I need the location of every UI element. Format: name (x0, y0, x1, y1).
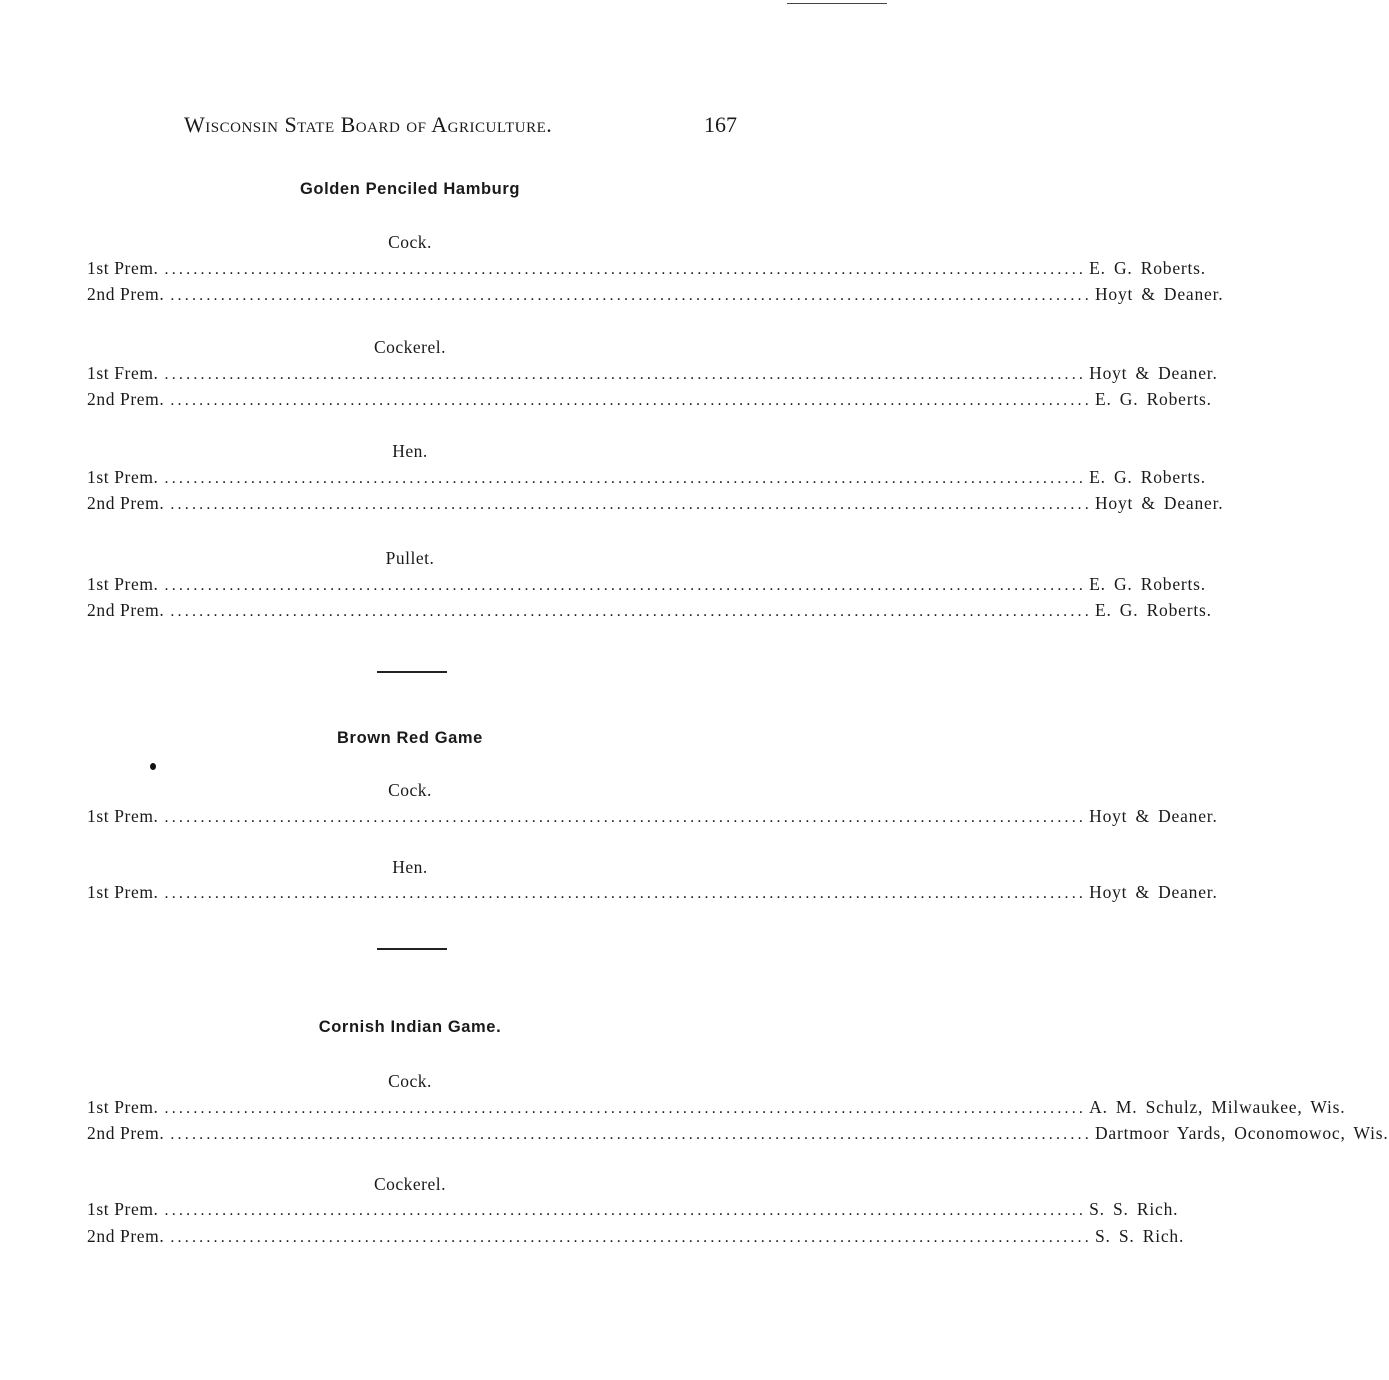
premium-entry (87, 600, 1212, 624)
class-label-cock: Cock. (388, 780, 432, 800)
leader-dots: ................................................................................................................................ (164, 577, 1087, 594)
premium-place: 1st Frem. (87, 363, 159, 383)
premium-place: 2nd Prem. (87, 389, 165, 409)
premium-winner: Hoyt & Deaner. (1094, 493, 1224, 513)
class-label-hen: Hen. (392, 441, 428, 461)
premium-entry (87, 493, 1224, 517)
leader-dots: ................................................................................................................................ (164, 1202, 1087, 1219)
premium-place: 2nd Prem. (87, 1226, 165, 1246)
premium-entry (87, 1226, 1185, 1250)
class-label-cock: Cock. (388, 232, 432, 252)
premium-entry (87, 806, 1218, 830)
premium-winner: E. G. Roberts. (1089, 467, 1206, 487)
premium-entry (87, 258, 1206, 282)
premium-winner: S. S. Rich. (1094, 1226, 1185, 1246)
leader-dots: ................................................................................................................................ (170, 1126, 1092, 1143)
premium-place: 2nd Prem. (87, 493, 165, 513)
leader-dots: ................................................................................................................................ (170, 496, 1092, 513)
premium-place: 1st Prem. (87, 574, 159, 594)
leader-dots: ................................................................................................................................ (164, 366, 1087, 383)
section-title-golden-penciled-hamburg: Golden Penciled Hamburg (299, 180, 521, 198)
premium-entry (87, 363, 1218, 387)
section-title-cornish-indian-game: Cornish Indian Game. (318, 1018, 502, 1036)
top-edge-rule (787, 3, 887, 4)
class-label-pullet: Pullet. (385, 548, 435, 568)
premium-entry (87, 467, 1206, 491)
leader-dots: ................................................................................................................................ (170, 603, 1092, 620)
premium-entry (87, 1097, 1346, 1121)
premium-place: 2nd Prem. (87, 284, 165, 304)
running-title: Wisconsin State Board of Agriculture. (184, 112, 553, 137)
leader-dots: ................................................................................................................................ (170, 287, 1092, 304)
leader-dots: ................................................................................................................................ (164, 261, 1087, 278)
ink-speck (150, 763, 156, 770)
premium-entry (87, 882, 1218, 906)
premium-place: 1st Prem. (87, 1097, 159, 1117)
premium-entry (87, 389, 1212, 413)
premium-place: 1st Prem. (87, 806, 159, 826)
leader-dots: ................................................................................................................................ (170, 1229, 1092, 1246)
premium-place: 1st Prem. (87, 258, 159, 278)
premium-winner: A. M. Schulz, Milwaukee, Wis. (1089, 1097, 1346, 1117)
section-divider (377, 671, 447, 673)
premium-winner: Hoyt & Deaner. (1089, 363, 1218, 383)
premium-place: 1st Prem. (87, 882, 159, 902)
section-divider (377, 948, 447, 950)
premium-winner: Hoyt & Deaner. (1094, 284, 1224, 304)
premium-place: 1st Prem. (87, 467, 159, 487)
premium-winner: S. S. Rich. (1089, 1199, 1179, 1219)
premium-winner: E. G. Roberts. (1089, 574, 1206, 594)
premium-entry (87, 574, 1206, 598)
premium-entry (87, 1123, 1389, 1147)
premium-place: 2nd Prem. (87, 600, 165, 620)
premium-winner: E. G. Roberts. (1089, 258, 1206, 278)
leader-dots: ................................................................................................................................ (164, 1100, 1087, 1117)
premium-place: 1st Prem. (87, 1199, 159, 1219)
leader-dots: ................................................................................................................................ (164, 470, 1087, 487)
premium-entry (87, 284, 1224, 308)
leader-dots: ................................................................................................................................ (170, 392, 1092, 409)
premium-place: 2nd Prem. (87, 1123, 165, 1143)
premium-entry (87, 1199, 1179, 1223)
premium-winner: E. G. Roberts. (1094, 600, 1212, 620)
page-header (0, 112, 887, 142)
premium-winner: Hoyt & Deaner. (1089, 882, 1218, 902)
premium-winner: E. G. Roberts. (1094, 389, 1212, 409)
section-title-brown-red-game: Brown Red Game (337, 729, 483, 747)
leader-dots: ................................................................................................................................ (164, 885, 1087, 902)
premium-winner: Dartmoor Yards, Oconomowoc, Wis. (1094, 1123, 1389, 1143)
leader-dots: ................................................................................................................................ (164, 809, 1087, 826)
class-label-cockerel: Cockerel. (373, 337, 447, 357)
premium-winner: Hoyt & Deaner. (1089, 806, 1218, 826)
class-label-hen: Hen. (392, 857, 428, 877)
class-label-cockerel: Cockerel. (373, 1174, 447, 1194)
class-label-cock: Cock. (388, 1071, 432, 1091)
page-number: 167 (704, 112, 737, 137)
